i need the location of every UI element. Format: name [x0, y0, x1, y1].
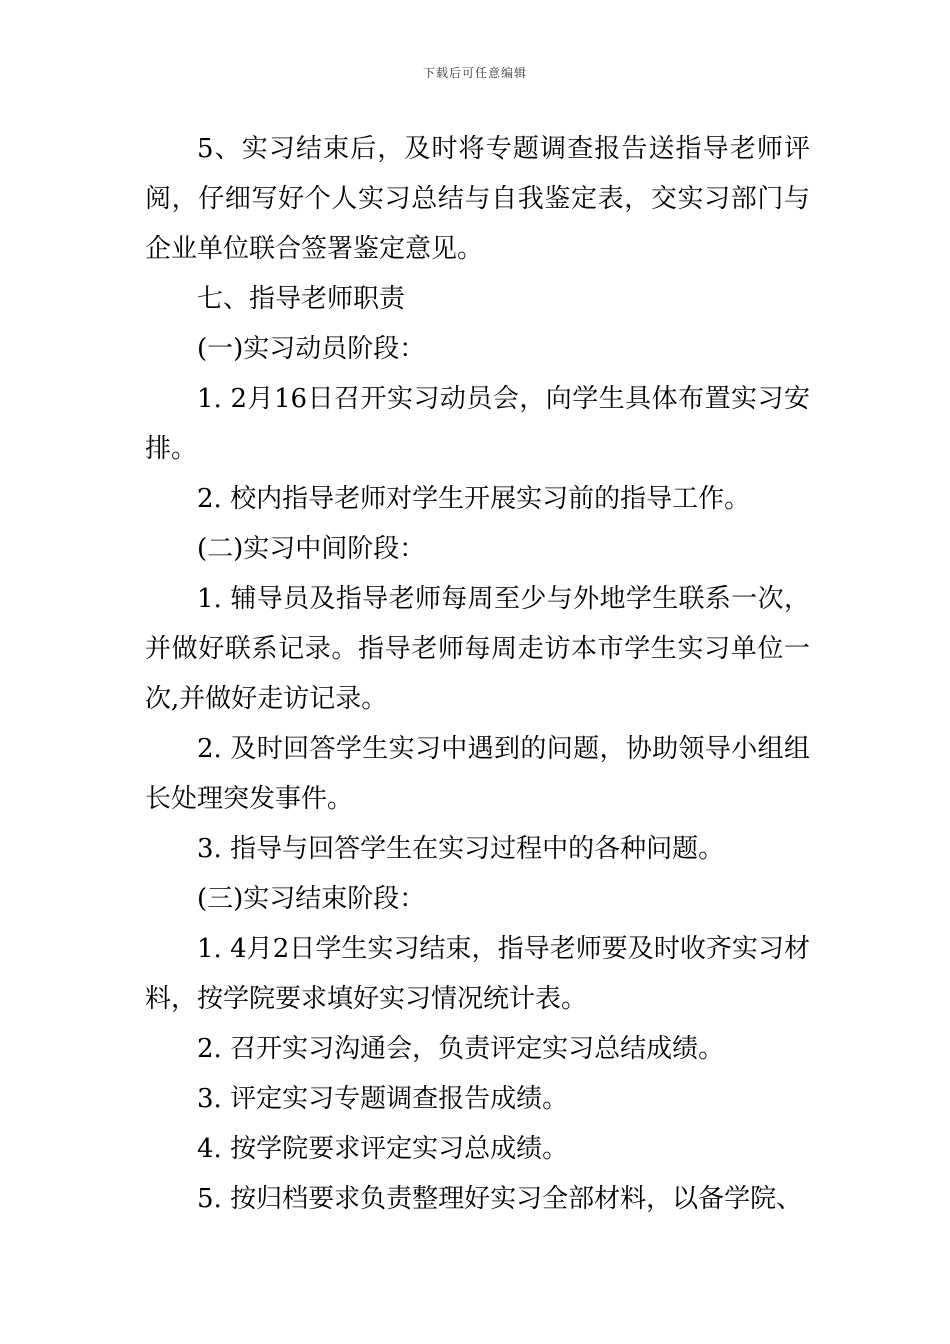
subsection-heading-mobilization: (一)实习动员阶段：	[197, 334, 426, 364]
list-item-end-3: 3. 评定实习专题调查报告成绩。	[197, 1084, 569, 1114]
paragraph-summary-submission: 5、实习结束后，及时将专题调查报告送指导老师评阅，仔细写好个人实习总结与自我鉴定表，交实习部门与企业单位联合签署鉴定意见。	[145, 134, 810, 264]
document-body	[145, 124, 810, 1224]
page-header: 下载后可任意编辑	[422, 66, 527, 80]
section-heading-advisor-duties: 七、指导老师职责	[197, 284, 406, 314]
subsection-heading-end-stage: (三)实习结束阶段：	[197, 884, 426, 914]
list-item-end-1: 1. 4月2日学生实习结束，指导老师要及时收齐实习材料，按学院要求填好实习情况统计表。	[145, 934, 810, 1014]
list-item-end-5: 5. 按归档要求负责整理好实习全部材料，以备学院、	[197, 1184, 803, 1214]
list-item-end-2: 2. 召开实习沟通会，负责评定实习总结成绩。	[197, 1034, 725, 1064]
subsection-heading-middle-stage: (二)实习中间阶段：	[197, 534, 426, 564]
list-item-end-4: 4. 按学院要求评定实习总成绩。	[197, 1134, 569, 1164]
list-item-middle-3: 3. 指导与回答学生在实习过程中的各种问题。	[197, 834, 725, 864]
list-item-middle-1: 1. 辅导员及指导老师每周至少与外地学生联系一次，并做好联系记录。指导老师每周走访本市学生实习单位一次,并做好走访记录。	[145, 584, 810, 714]
list-item-mobilization-2: 2. 校内指导老师对学生开展实习前的指导工作。	[197, 484, 751, 514]
list-item-mobilization-1: 1. 2月16日召开实习动员会，向学生具体布置实习安排。	[145, 384, 810, 464]
list-item-middle-2: 2. 及时回答学生实习中遇到的问题，协助领导小组组长处理突发事件。	[145, 734, 810, 814]
